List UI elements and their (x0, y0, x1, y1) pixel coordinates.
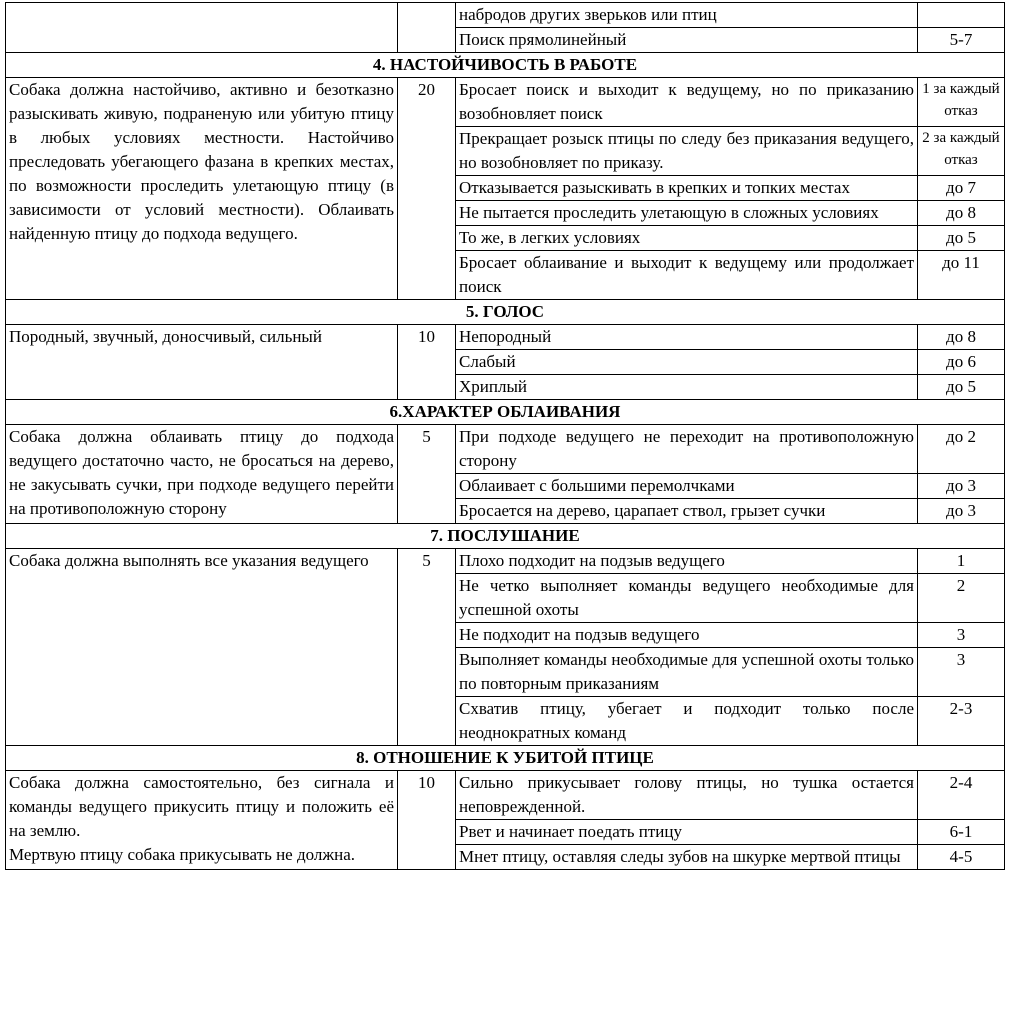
criterion-text: Бросает поиск и выходит к ведущему, но по приказанию возобновляет поиск (459, 80, 914, 123)
section-title: 5. ГОЛОС (465, 302, 545, 321)
points-cell (398, 425, 456, 524)
criterion-text: То же, в легких условиях (459, 228, 641, 247)
penalty-cell (918, 226, 1005, 251)
section-title-cell (6, 746, 1005, 771)
criterion-text: Поиск прямолинейный (459, 30, 627, 49)
criterion-cell (456, 574, 918, 623)
penalty-value: 2-3 (949, 699, 973, 718)
criterion-cell (456, 375, 918, 400)
penalty-value: 2 (956, 576, 966, 595)
penalty-cell (918, 820, 1005, 845)
criterion-text: Слабый (459, 352, 516, 371)
evaluation-table (5, 2, 1005, 870)
points-cell (398, 549, 456, 746)
penalty-value: до 7 (946, 178, 976, 197)
criterion-cell (456, 623, 918, 648)
criterion-text: набродов других зверьков или птиц (459, 5, 717, 24)
table-row (6, 549, 1005, 574)
penalty-cell (918, 474, 1005, 499)
section-title: 6.ХАРАКТЕР ОБЛАИВАНИЯ (389, 402, 621, 421)
criterion-text: При подходе ведущего не переходит на противоположную сторону (459, 427, 914, 470)
penalty-value: 2 за каждый отказ (922, 130, 1000, 168)
penalty-cell (918, 648, 1005, 697)
requirement-cell (6, 425, 398, 524)
penalty-value: 6-1 (949, 822, 973, 841)
requirement-text: Породный, звучный, доносчивый, сильный (9, 327, 322, 346)
penalty-cell (918, 771, 1005, 820)
section-title: 8. ОТНОШЕНИЕ К УБИТОЙ ПТИЦЕ (356, 748, 654, 767)
criterion-cell (456, 771, 918, 820)
penalty-cell (918, 574, 1005, 623)
penalty-value: до 6 (946, 352, 976, 371)
table-row (6, 78, 1005, 127)
penalty-value: 2-4 (949, 773, 973, 792)
points-cell (398, 3, 456, 53)
penalty-value: 3 (956, 625, 966, 644)
criterion-text: Облаивает с большими перемолчками (459, 476, 735, 495)
penalty-value: до 2 (946, 427, 976, 446)
section-title: 7. ПОСЛУШАНИЕ (430, 526, 580, 545)
criterion-text: Отказывается разыскивать в крепких и топких местах (459, 178, 850, 197)
criterion-cell (456, 226, 918, 251)
max-points: 10 (418, 773, 435, 792)
criterion-text: Не подходит на подзыв ведущего (459, 625, 700, 644)
penalty-cell (918, 425, 1005, 474)
penalty-value: 5-7 (949, 30, 973, 49)
requirement-text: Собака должна самостоятельно, без сигнала и команды ведущего прикусить птицу и положить её на землю. (9, 773, 394, 840)
criterion-cell (456, 127, 918, 176)
section-header-row (6, 746, 1005, 771)
criterion-cell (456, 648, 918, 697)
penalty-cell (918, 176, 1005, 201)
evaluation-table-body (6, 3, 1005, 870)
penalty-value: до 8 (946, 203, 976, 222)
section-title-cell (6, 524, 1005, 549)
section-header-row (6, 53, 1005, 78)
criterion-cell (456, 325, 918, 350)
penalty-value: 1 за каждый отказ (922, 81, 1000, 119)
penalty-value: 3 (956, 650, 966, 669)
max-points: 5 (422, 427, 431, 446)
criterion-text: Не четко выполняет команды ведущего необходимые для успешной охоты (459, 576, 914, 619)
section-title-cell (6, 300, 1005, 325)
section-title-cell (6, 53, 1005, 78)
max-points: 20 (418, 80, 435, 99)
criterion-text: Непородный (459, 327, 552, 346)
penalty-cell (918, 549, 1005, 574)
table-row (6, 425, 1005, 474)
requirement-text: Собака должна облаивать птицу до подхода ведущего достаточно часто, не бросаться на дерево, не закусывать сучки, при подходе ведущего перейти на противоположную сторону (9, 427, 394, 518)
points-cell (398, 78, 456, 300)
table-row (6, 771, 1005, 820)
table-row (6, 3, 1005, 28)
criterion-text: Схватив птицу, убегает и подходит только после неоднократных команд (459, 699, 914, 742)
criterion-cell (456, 176, 918, 201)
section-header-row (6, 300, 1005, 325)
penalty-value: 1 (956, 551, 966, 570)
penalty-value: до 11 (942, 253, 980, 272)
requirement-text: Собака должна настойчиво, активно и безотказно разыскивать живую, подраненую или убитую птицу в любых условиях местности. Настойчиво преследовать убегающего фазана в крепких местах, по возможности проследить улетающую птицу (в зависимости от условий местности). Облаивать найденную птицу до подхода ведущего. (9, 80, 394, 243)
criterion-cell (456, 474, 918, 499)
penalty-cell (918, 127, 1005, 176)
penalty-cell (918, 28, 1005, 53)
criterion-cell (456, 350, 918, 375)
criterion-cell (456, 549, 918, 574)
criterion-cell (456, 201, 918, 226)
penalty-value: до 5 (946, 377, 976, 396)
criterion-text: Выполняет команды необходимые для успешной охоты только по повторным приказаниям (459, 650, 914, 693)
criterion-cell (456, 845, 918, 870)
penalty-value: до 8 (946, 327, 976, 346)
criterion-cell (456, 251, 918, 300)
criterion-text: Хриплый (459, 377, 527, 396)
penalty-cell (918, 697, 1005, 746)
max-points: 5 (422, 551, 431, 570)
penalty-value: до 3 (946, 501, 976, 520)
criterion-cell (456, 820, 918, 845)
max-points: 10 (418, 327, 435, 346)
criterion-cell (456, 697, 918, 746)
criterion-text: Мнет птицу, оставляя следы зубов на шкурке мертвой птицы (459, 847, 901, 866)
criterion-text: Не пытается проследить улетающую в сложных условиях (459, 203, 879, 222)
penalty-cell (918, 325, 1005, 350)
penalty-value: до 5 (946, 228, 976, 247)
table-row (6, 325, 1005, 350)
section-header-row (6, 524, 1005, 549)
penalty-value: до 3 (946, 476, 976, 495)
requirement-cell (6, 771, 398, 870)
penalty-cell (918, 78, 1005, 127)
criterion-text: Плохо подходит на подзыв ведущего (459, 551, 725, 570)
criterion-cell (456, 78, 918, 127)
criterion-text: Сильно прикусывает голову птицы, но тушка остается неповрежденной. (459, 773, 914, 816)
criterion-text: Прекращает розыск птицы по следу без приказания ведущего, но возобновляет по приказу. (459, 129, 914, 172)
requirement-cell (6, 549, 398, 746)
requirement-cell (6, 3, 398, 53)
requirement-text: Мертвую птицу собака прикусывать не должна. (9, 845, 356, 864)
criterion-cell (456, 425, 918, 474)
requirement-cell (6, 78, 398, 300)
points-cell (398, 771, 456, 870)
criterion-cell (456, 28, 918, 53)
criterion-cell (456, 3, 918, 28)
section-header-row (6, 400, 1005, 425)
section-title-cell (6, 400, 1005, 425)
points-cell (398, 325, 456, 400)
penalty-value: 4-5 (949, 847, 973, 866)
section-title: 4. НАСТОЙЧИВОСТЬ В РАБОТЕ (372, 55, 638, 74)
penalty-cell (918, 350, 1005, 375)
requirement-cell (6, 325, 398, 400)
penalty-cell (918, 375, 1005, 400)
penalty-cell (918, 201, 1005, 226)
penalty-cell (918, 623, 1005, 648)
penalty-cell (918, 3, 1005, 28)
criterion-text: Рвет и начинает поедать птицу (459, 822, 682, 841)
requirement-text: Собака должна выполнять все указания ведущего (9, 551, 369, 570)
criterion-text: Бросает облаивание и выходит к ведущему или продолжает поиск (459, 253, 914, 296)
penalty-cell (918, 499, 1005, 524)
criterion-cell (456, 499, 918, 524)
criterion-text: Бросается на дерево, царапает ствол, грызет сучки (459, 501, 826, 520)
penalty-cell (918, 251, 1005, 300)
penalty-cell (918, 845, 1005, 870)
